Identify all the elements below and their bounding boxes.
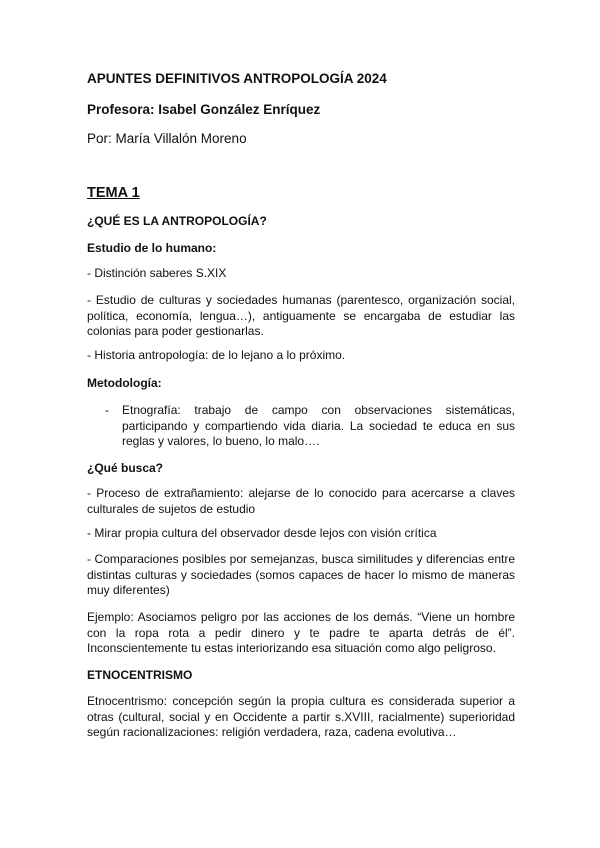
estudio-heading: Estudio de lo humano: bbox=[87, 241, 217, 255]
paragraph-proceso: - Proceso de extrañamiento: alejarse de lo conocido para acercarse a claves culturales de sujetos de estudio bbox=[87, 486, 515, 516]
list-item-text: Etnografía: trabajo de campo con observaciones sistemáticas, participando y compartiendo vida diaria. La sociedad te educa en sus reglas y valores, lo bueno, lo malo…. bbox=[122, 403, 515, 449]
list-dash: - bbox=[105, 403, 109, 417]
document-title: APUNTES DEFINITIVOS ANTROPOLOGÍA 2024 bbox=[87, 71, 387, 86]
paragraph-ejemplo: Ejemplo: Asociamos peligro por las acciones de los demás. “Viene un hombre con la ropa rota a pedir dinero y te padre te aparta detrás de él”. Inconscientemente tu estas interiorizando esa situación como algo peligroso. bbox=[87, 610, 515, 656]
busca-heading: ¿Qué busca? bbox=[87, 461, 164, 475]
paragraph-distincion: - Distinción saberes S.XIX bbox=[87, 266, 227, 280]
paragraph-mirar: - Mirar propia cultura del observador desde lejos con visión crítica bbox=[87, 526, 437, 540]
list-item-etnografia bbox=[87, 403, 515, 451]
section-question-heading: ¿QUÉ ES LA ANTROPOLOGÍA? bbox=[87, 214, 267, 228]
tema-heading: TEMA 1 bbox=[87, 185, 140, 201]
paragraph-comparaciones: - Comparaciones posibles por semejanzas, busca similitudes y diferencias entre distintas culturas y sociedades (somos capaces de hacer lo mismo de maneras muy diferentes) bbox=[87, 552, 515, 598]
paragraph-historia: - Historia antropología: de lo lejano a lo próximo. bbox=[87, 348, 346, 362]
author-line: Por: María Villalón Moreno bbox=[87, 131, 247, 146]
etnocentrismo-heading: ETNOCENTRISMO bbox=[87, 668, 193, 682]
paragraph-estudio: - Estudio de culturas y sociedades humanas (parentesco, organización social, política, economía, lengua…), antiguamente se encargaba de estudiar las colonias para poder gestionarlas. bbox=[87, 293, 515, 339]
paragraph-etnocentrismo: Etnocentrismo: concepción según la propia cultura es considerada superior a otras (cultural, social y en Occidente a partir s.XVIII, racialmente) superioridad según racionalizaciones: religión verdadera, raza, cadena evolutiva… bbox=[87, 694, 515, 740]
metodologia-heading: Metodología: bbox=[87, 376, 162, 390]
professor-line: Profesora: Isabel González Enríquez bbox=[87, 102, 321, 117]
